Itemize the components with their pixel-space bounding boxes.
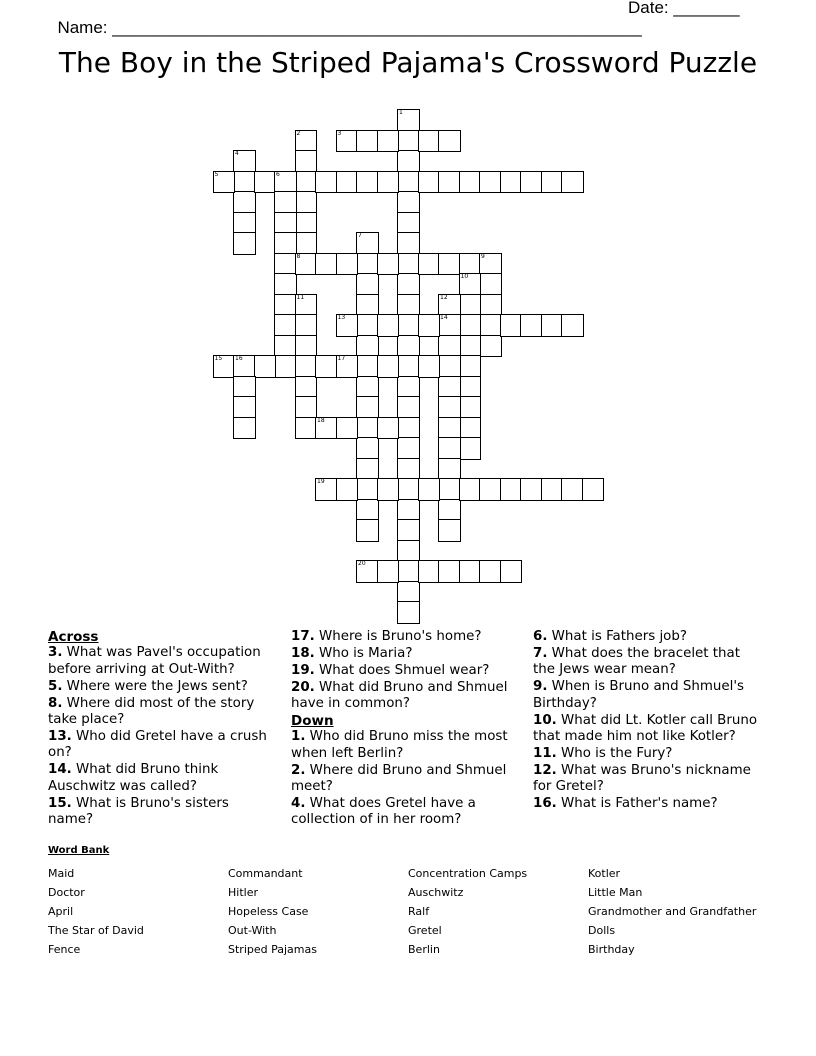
crossword-cell[interactable] [479,560,502,583]
crossword-cell[interactable] [233,191,256,214]
crossword-cell[interactable] [582,478,605,501]
crossword-cell[interactable] [479,171,502,194]
across-clue-15: 15. What is Bruno's sisters name? [48,795,229,827]
crossword-cell[interactable] [500,314,523,337]
word-bank-entry: Maid [48,867,75,880]
crossword-cell[interactable] [459,294,482,317]
word-bank-entry: Ralf [408,905,430,918]
word-bank-column-1 [48,864,144,959]
crossword-cell[interactable] [459,253,482,276]
crossword-cell[interactable] [438,417,461,440]
clue-number: 11 [296,293,305,301]
crossword-cell[interactable] [254,171,277,194]
crossword-cell[interactable] [295,191,318,214]
crossword-cell[interactable] [561,314,584,337]
clues-column-2 [291,629,521,829]
crossword-cell[interactable] [397,437,420,460]
crossword-cell[interactable] [397,335,420,358]
down-clue-10: 10. What did Lt. Kotler call Bruno that made him not like Kotler? [533,712,758,744]
crossword-cell[interactable] [397,130,420,153]
across-clue-3: 3. What was Pavel's occupation before arriving at Out-With? [48,645,261,677]
crossword-cell[interactable] [233,355,256,378]
crossword-cell[interactable] [315,253,338,276]
crossword-cell[interactable] [397,109,420,132]
crossword-cell[interactable] [295,253,318,276]
crossword-cell[interactable] [356,355,379,378]
clue-number: 8 [296,252,301,260]
crossword-cell[interactable] [233,150,256,173]
crossword-cell[interactable] [356,253,379,276]
crossword-cell[interactable] [377,253,400,276]
crossword-cell[interactable] [295,232,318,255]
crossword-cell[interactable] [418,478,441,501]
crossword-cell[interactable] [233,396,256,419]
clue-number: 6 [276,170,280,178]
crossword-cell[interactable] [397,150,420,173]
crossword-cell[interactable] [479,314,502,337]
down-clue-1: 1. Who did Bruno miss the most when left Berlin? [291,729,508,761]
crossword-cell[interactable] [438,335,461,358]
clues-column-1 [48,629,278,829]
crossword-cell[interactable] [459,335,482,358]
crossword-cell[interactable] [397,232,420,255]
across-clue-20: 20. What did Bruno and Shmuel have in common? [291,679,508,712]
crossword-cell[interactable] [520,478,543,501]
across-clue-5: 5. Where were the Jews sent? [48,678,248,694]
crossword-cell[interactable] [356,519,379,542]
crossword-cell[interactable] [295,150,318,173]
crossword-cell[interactable] [274,335,297,358]
across-clue-19: 19. What does Shmuel wear? [291,662,490,678]
crossword-cell[interactable] [418,355,441,378]
across-clue-17: 17. Where is Bruno's home? [291,629,482,644]
crossword-cell[interactable] [274,314,297,337]
clue-number: 18 [317,416,325,424]
crossword-cell[interactable] [459,314,482,337]
crossword-cell[interactable] [397,560,420,583]
crossword-cell[interactable] [500,560,523,583]
crossword-cell[interactable] [397,273,420,296]
crossword-cell[interactable] [397,540,420,563]
across-heading: Across [48,629,99,645]
crossword-cell[interactable] [295,335,318,358]
crossword-cell[interactable] [356,437,379,460]
crossword-cell[interactable] [274,171,297,194]
crossword-cell[interactable] [274,212,297,235]
crossword-cell[interactable] [397,581,420,604]
word-bank-entry: Doctor [48,886,85,899]
word-bank-entry: Out-With [228,924,277,937]
crossword-cell[interactable] [397,458,420,481]
crossword-cell[interactable] [356,458,379,481]
crossword-cell[interactable] [479,273,502,296]
crossword-cell[interactable] [336,130,359,153]
crossword-cell[interactable] [336,478,359,501]
clue-number: 14 [440,314,448,321]
crossword-cell[interactable] [315,478,338,501]
crossword-cell[interactable] [233,232,256,255]
crossword-cell[interactable] [213,171,236,194]
crossword-cell[interactable] [561,478,584,501]
down-clue-16: 16. What is Father's name? [533,796,718,812]
crossword-cell[interactable] [418,253,441,276]
crossword-cell[interactable] [438,171,461,194]
clue-number: 10 [460,273,469,280]
down-clue-7: 7. What does the bracelet that the Jews wear mean? [533,645,740,678]
crossword-cell[interactable] [233,417,256,440]
clue-number: 3 [337,129,342,137]
crossword-cell[interactable] [438,253,461,276]
crossword-cell[interactable] [459,396,482,419]
word-bank-entry: April [48,905,74,918]
crossword-cell[interactable] [274,355,297,378]
crossword-cell[interactable] [479,294,502,317]
crossword-cell[interactable] [274,191,297,214]
crossword-cell[interactable] [438,437,461,460]
page-title: The Boy in the Striped Pajama's Crossword Puzzle [58,46,758,79]
clue-number: 2 [296,129,301,137]
word-bank-entry: Commandant [228,867,303,880]
crossword-cell[interactable] [336,171,359,194]
crossword-cell[interactable] [233,376,256,399]
crossword-cell[interactable] [397,171,420,194]
name-label: Name: ________________________________________________________ [57,18,642,37]
crossword-cell[interactable] [438,376,461,399]
crossword-cell[interactable] [418,171,441,194]
crossword-cell[interactable] [479,253,502,276]
word-bank-column-3 [408,864,527,959]
down-clue-12: 12. What was Bruno's nickname for Gretel? [533,762,751,795]
crossword-cell[interactable] [520,314,543,337]
crossword-cell[interactable] [397,355,420,378]
across-clue-18: 18. Who is Maria? [291,645,413,661]
clue-number: 12 [440,293,448,301]
crossword-cell[interactable] [336,253,359,276]
word-bank-entry: The Star of David [48,924,144,937]
down-heading: Down [291,713,334,730]
down-clue-2: 2. Where did Bruno and Shmuel meet? [291,762,507,795]
clue-number: 5 [214,170,219,178]
crossword-cell[interactable] [356,335,379,358]
crossword-cell[interactable] [356,499,379,522]
crossword-cell[interactable] [438,458,461,481]
crossword-cell[interactable] [336,417,359,440]
crossword-cell[interactable] [459,376,482,399]
crossword-cell[interactable] [233,171,256,194]
crossword-cell[interactable] [274,253,297,276]
crossword-cell[interactable] [356,417,379,440]
crossword-cell[interactable] [459,273,482,296]
crossword-cell[interactable] [418,314,441,337]
crossword-cell[interactable] [397,499,420,522]
crossword-cell[interactable] [438,478,461,501]
crossword-cell[interactable] [377,130,400,153]
down-clue-4: 4. What does Gretel have a collection of in her room? [291,796,476,828]
crossword-cell[interactable] [500,478,523,501]
crossword-cell[interactable] [397,314,420,337]
word-bank-entry: Auschwitz [408,886,464,899]
crossword-cell[interactable] [315,355,338,378]
crossword-cell[interactable] [397,478,420,501]
crossword-cell[interactable] [500,171,523,194]
crossword-cell[interactable] [459,417,482,440]
crossword-cell[interactable] [561,171,584,194]
clue-number: 4 [235,150,239,157]
crossword-cell[interactable] [274,273,297,296]
crossword-cell[interactable] [295,417,318,440]
crossword-cell[interactable] [356,478,379,501]
word-bank-entry: Gretel [408,924,442,937]
crossword-cell[interactable] [295,294,318,317]
crossword-cell[interactable] [397,519,420,542]
crossword-cell[interactable] [438,396,461,419]
clue-number: 15 [214,355,223,362]
crossword-cell[interactable] [356,130,379,153]
crossword-cell[interactable] [397,417,420,440]
crossword-cell[interactable] [356,396,379,419]
crossword-cell[interactable] [541,478,564,501]
crossword-cell[interactable] [438,314,461,337]
crossword-cell[interactable] [377,417,400,440]
word-bank-entry: Kotler [588,867,621,880]
down-clue-9: 9. When is Bruno and Shmuel's Birthday? [533,679,745,711]
crossword-cell[interactable] [397,191,420,214]
word-bank-entry: Little Man [588,886,643,899]
crossword-cell[interactable] [356,314,379,337]
word-bank-title: Word Bank [48,845,110,856]
clue-number: 7 [358,232,362,239]
crossword-cell[interactable] [459,560,482,583]
crossword-cell[interactable] [295,212,318,235]
crossword-cell[interactable] [397,396,420,419]
word-bank-entry: Fence [48,943,81,956]
word-bank-column-4 [588,864,756,959]
crossword-cell[interactable] [479,478,502,501]
word-bank-entry: Grandmother and Grandfather [588,905,757,918]
word-bank-entry: Dolls [588,924,616,937]
crossword-cell[interactable] [479,335,502,358]
crossword-cell[interactable] [356,560,379,583]
word-bank-entry: Birthday [588,943,635,956]
crossword-cell[interactable] [295,171,318,194]
crossword-cell[interactable] [438,130,461,153]
crossword-cell[interactable] [418,560,441,583]
crossword-cell[interactable] [459,478,482,501]
crossword-cell[interactable] [295,130,318,153]
clue-number: 13 [337,314,346,321]
word-bank-entry: Hopeless Case [228,905,309,918]
crossword-cell[interactable] [254,355,277,378]
crossword-cell[interactable] [459,171,482,194]
crossword-cell[interactable] [315,171,338,194]
clue-number: 17 [337,355,346,362]
crossword-cell[interactable] [377,478,400,501]
crossword-cell[interactable] [541,314,564,337]
across-clue-14: 14. What did Bruno think Auschwitz was called? [48,762,219,794]
clue-number: 16 [235,355,243,362]
clue-number: 1 [399,109,403,116]
clue-number: 9 [481,252,485,260]
crossword-cell[interactable] [377,171,400,194]
crossword-cell[interactable] [438,355,461,378]
date-line[interactable]: Date: _______ [628,0,740,17]
crossword-cell[interactable] [459,437,482,460]
crossword-cell[interactable] [438,519,461,542]
word-bank-entry: Hitler [228,886,258,899]
clue-number: 20 [358,560,366,567]
crossword-cell[interactable] [295,355,318,378]
crossword-cell[interactable] [295,396,318,419]
crossword-cell[interactable] [274,232,297,255]
crossword-cell[interactable] [438,294,461,317]
crossword-cell[interactable] [397,253,420,276]
crossword-cell[interactable] [397,294,420,317]
word-bank-entry: Concentration Camps [408,867,528,880]
crossword-cell[interactable] [418,130,441,153]
crossword-cell[interactable] [356,273,379,296]
crossword-cell[interactable] [356,376,379,399]
crossword-cell[interactable] [233,212,256,235]
crossword-cell[interactable] [295,314,318,337]
crossword-cell[interactable] [356,232,379,255]
down-clue-6: 6. What is Fathers job? [533,629,687,644]
crossword-cell[interactable] [377,560,400,583]
crossword-cell[interactable] [397,601,420,624]
across-clue-8: 8. Where did most of the story take place? [48,695,255,728]
crossword-cell[interactable] [356,171,379,194]
crossword-cell[interactable] [397,376,420,399]
crossword-cell[interactable] [438,499,461,522]
crossword-cell[interactable] [356,294,379,317]
down-clue-11: 11. Who is the Fury? [533,745,673,761]
crossword-cell[interactable] [336,314,359,337]
crossword-cell[interactable] [438,560,461,583]
crossword-cell[interactable] [336,355,359,378]
crossword-cell[interactable] [459,355,482,378]
crossword-cell[interactable] [295,376,318,399]
crossword-cell[interactable] [213,355,236,378]
clue-number: 19 [317,478,325,485]
word-bank-entry: Striped Pajamas [228,943,317,956]
crossword-cell[interactable] [274,294,297,317]
clues-column-3 [533,629,763,813]
crossword-cell[interactable] [315,417,338,440]
across-clue-13: 13. Who did Gretel have a crush on? [48,728,267,761]
crossword-cell[interactable] [397,212,420,235]
crossword-cell[interactable] [377,355,400,378]
crossword-cell[interactable] [520,171,543,194]
word-bank-column-2 [228,864,317,959]
word-bank-entry: Berlin [408,943,440,956]
crossword-cell[interactable] [541,171,564,194]
crossword-cell[interactable] [377,314,400,337]
